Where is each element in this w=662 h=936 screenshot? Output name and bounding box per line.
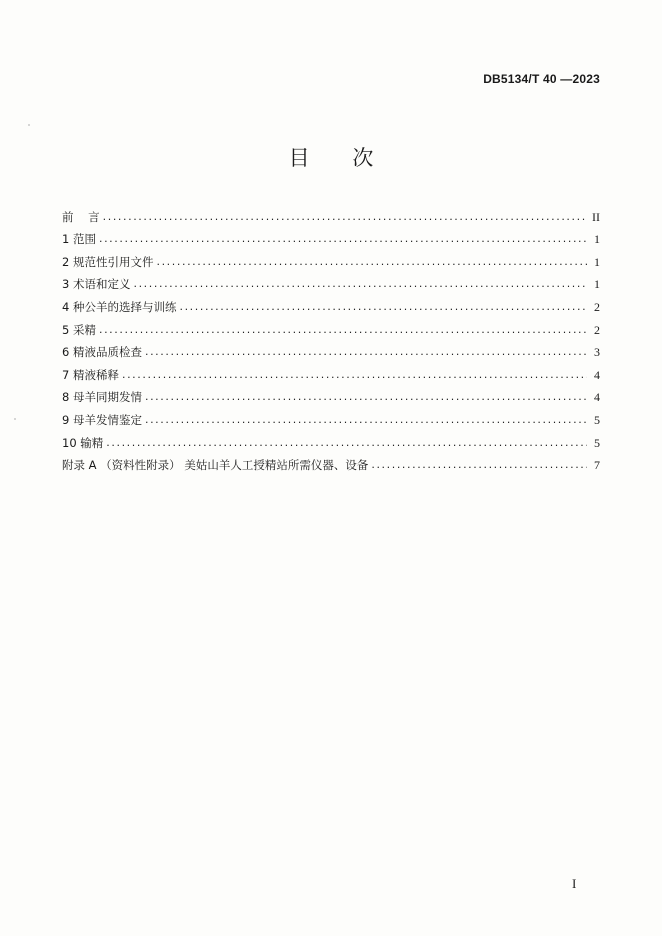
toc-entry[interactable] — [62, 428, 600, 451]
toc-leader-dots — [145, 389, 587, 405]
toc-entry-page: 1 — [594, 277, 600, 292]
toc-leader-dots — [179, 299, 587, 315]
toc-entry-page: 3 — [594, 345, 600, 360]
toc-leader-dots — [106, 435, 587, 451]
toc-entry-page: 1 — [594, 232, 600, 247]
scan-speck — [14, 418, 16, 420]
toc-leader-dots — [122, 367, 587, 383]
toc-entry-label: 3 术语和定义 — [62, 277, 131, 292]
page-title: 目 次 — [288, 146, 392, 170]
toc-entry-label: 7 精液稀释 — [62, 367, 119, 382]
table-of-contents — [62, 202, 600, 473]
toc-entry-label: 1 范围 — [62, 232, 96, 247]
toc-entry-label: 8 母羊同期发情 — [62, 390, 142, 405]
toc-entry-label: 6 精液品质检查 — [62, 345, 142, 360]
toc-entry[interactable] — [62, 202, 600, 225]
toc-entry-page: 4 — [594, 367, 600, 382]
toc-leader-dots — [156, 254, 587, 270]
toc-entry-page: 4 — [594, 390, 600, 405]
toc-entry[interactable] — [62, 405, 600, 428]
toc-entry-label: 10 输精 — [62, 435, 104, 450]
toc-entry-label: 9 母羊发情鉴定 — [62, 412, 142, 427]
toc-entry-page: 5 — [594, 412, 600, 427]
toc-leader-dots — [99, 322, 587, 338]
toc-entry[interactable] — [62, 247, 600, 270]
toc-leader-dots — [371, 457, 587, 473]
toc-entry-page: 2 — [594, 322, 600, 337]
toc-entry[interactable] — [62, 338, 600, 361]
page-number: I — [572, 876, 577, 891]
toc-entry-page: 7 — [594, 458, 600, 473]
toc-entry[interactable] — [62, 451, 600, 474]
toc-entry-page: 1 — [594, 254, 600, 269]
toc-entry[interactable] — [62, 225, 600, 248]
toc-leader-dots — [145, 344, 587, 360]
toc-entry-label: 5 采精 — [62, 322, 96, 337]
document-code: DB5134/T 40 —2023 — [483, 72, 600, 86]
toc-entry[interactable] — [62, 383, 600, 406]
toc-entry[interactable] — [62, 292, 600, 315]
scan-speck — [28, 124, 30, 126]
toc-entry[interactable] — [62, 270, 600, 293]
toc-entry-page: II — [592, 209, 600, 224]
toc-leader-dots — [133, 276, 587, 292]
toc-entry-label: 前 言 — [62, 209, 100, 224]
toc-entry-page: 2 — [594, 299, 600, 314]
toc-entry-label: 附录 A （资料性附录） 美姑山羊人工授精站所需仪器、设备 — [62, 458, 369, 473]
toc-entry[interactable] — [62, 360, 600, 383]
toc-entry[interactable] — [62, 315, 600, 338]
toc-entry-label: 2 规范性引用文件 — [62, 254, 154, 269]
toc-entry-label: 4 种公羊的选择与训练 — [62, 299, 177, 314]
toc-leader-dots — [99, 231, 587, 247]
toc-leader-dots — [145, 412, 587, 428]
toc-leader-dots — [103, 209, 587, 225]
toc-entry-page: 5 — [594, 435, 600, 450]
